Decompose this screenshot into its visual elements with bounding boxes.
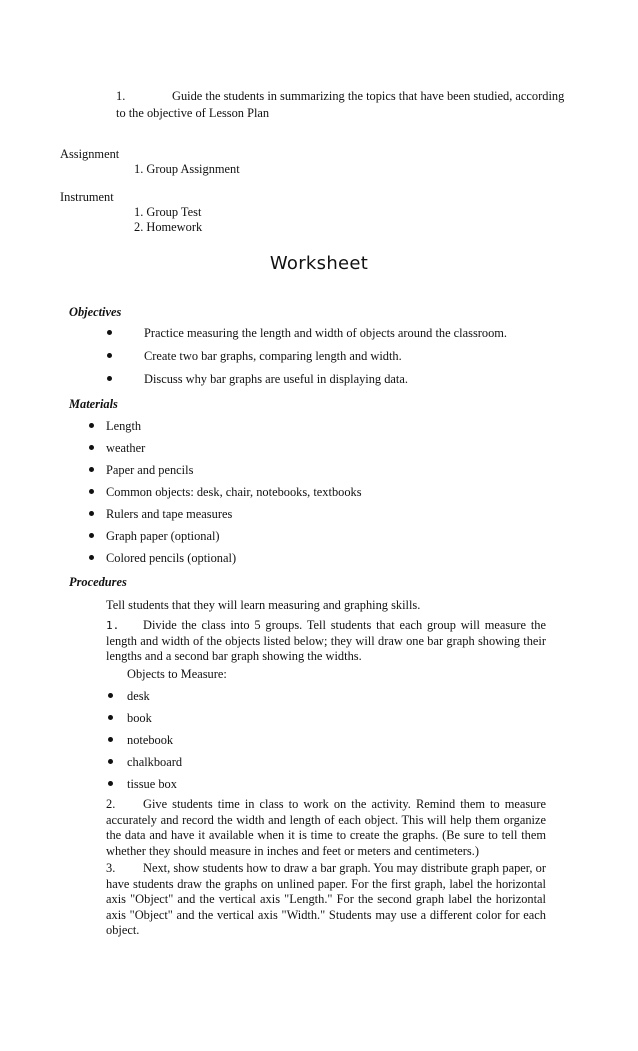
material-item: Length xyxy=(106,419,142,433)
material-item: Rulers and tape measures xyxy=(106,507,233,521)
bullet-icon xyxy=(89,467,94,472)
assignment-item: 1. Group Assignment xyxy=(134,162,240,176)
bullet-icon xyxy=(108,781,113,786)
bullet-icon xyxy=(89,511,94,516)
material-item: Paper and pencils xyxy=(106,463,194,477)
bullet-icon xyxy=(107,376,112,381)
bullet-icon xyxy=(108,693,113,698)
bullet-icon xyxy=(89,423,94,428)
instrument-item: 2. Homework xyxy=(134,220,203,234)
procedures-intro: Tell students that they will learn measuring and graphing skills. xyxy=(106,598,421,612)
step-number: 3. xyxy=(106,861,116,875)
bullet-icon xyxy=(108,737,113,742)
step-text: Give students time in class to work on the activity. Remind them to measure accurately and record the width and length of each object. This will help them organize the data and have it available when it is time to create the graphs. (Be sure to tell them whether they should measure in inches and feet or meters and centimeters.) xyxy=(106,797,546,858)
objects-heading: Objects to Measure: xyxy=(127,667,227,681)
bullet-icon xyxy=(107,353,112,358)
intro-text-line2: to the objective of Lesson Plan xyxy=(116,106,270,120)
bullet-icon xyxy=(89,445,94,450)
object-item: tissue box xyxy=(127,777,177,791)
bullet-icon xyxy=(108,759,113,764)
worksheet-title: Worksheet xyxy=(269,253,369,274)
step-text: Divide the class into 5 groups. Tell students that each group will measure the length and width of the objects listed below; they will draw one bar graph showing their lengths and a second bar graph showing the widths. xyxy=(106,618,546,663)
intro-number: 1. xyxy=(116,89,126,103)
material-item: Graph paper (optional) xyxy=(106,529,220,543)
objective-item: Discuss why bar graphs are useful in displaying data. xyxy=(144,372,408,386)
object-item: chalkboard xyxy=(127,755,183,769)
step-number: 2. xyxy=(106,797,116,811)
bullet-icon xyxy=(89,489,94,494)
bullet-icon xyxy=(108,715,113,720)
object-item: desk xyxy=(127,689,150,703)
bullet-icon xyxy=(89,555,94,560)
bullet-icon xyxy=(89,533,94,538)
assignment-label: Assignment xyxy=(60,147,120,161)
objectives-heading: Objectives xyxy=(69,305,122,319)
intro-text-line1: Guide the students in summarizing the topics that have been studied, according xyxy=(172,89,565,103)
objective-item: Practice measuring the length and width of objects around the classroom. xyxy=(144,326,508,340)
procedures-heading: Procedures xyxy=(69,575,127,589)
procedure-step-3 xyxy=(106,861,546,939)
step-text: Next, show students how to draw a bar graph. You may distribute graph paper, or have students draw the graphs on unlined paper. For the first graph, label the horizontal axis "Object" and the vertical axis "Length." For the second graph label the horizontal axis "Object" and the vertical axis "Width." Students may use a different color for each object. xyxy=(106,861,546,937)
instrument-item: 1. Group Test xyxy=(134,205,202,219)
instrument-label: Instrument xyxy=(60,190,114,204)
procedure-step-1 xyxy=(106,618,546,665)
object-item: notebook xyxy=(127,733,174,747)
objective-item: Create two bar graphs, comparing length and width. xyxy=(144,349,402,363)
step-number: 1. xyxy=(106,619,120,632)
material-item: weather xyxy=(106,441,146,455)
material-item: Common objects: desk, chair, notebooks, textbooks xyxy=(106,485,362,499)
procedure-step-2 xyxy=(106,797,546,859)
bullet-icon xyxy=(107,330,112,335)
object-item: book xyxy=(127,711,152,725)
material-item: Colored pencils (optional) xyxy=(106,551,237,565)
materials-heading: Materials xyxy=(69,397,118,411)
